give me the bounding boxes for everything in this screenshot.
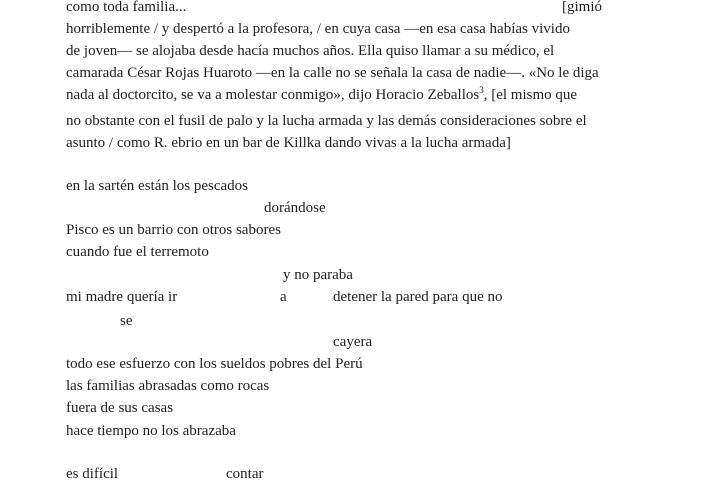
prose-line: como toda familia...	[66, 0, 187, 15]
poem-line: es difícil	[66, 466, 119, 482]
poem-line: a	[280, 289, 287, 305]
poem-line: contar	[226, 466, 264, 482]
poem-line: fuera de sus casas	[66, 400, 174, 416]
poem-line: hace tiempo no los abrazaba	[66, 423, 236, 439]
poem-line: todo ese esfuerzo con los sueldos pobres del Perú	[66, 356, 363, 372]
footnote-marker: 3	[479, 85, 484, 95]
poem-line: Pisco es un barrio con otros sabores	[66, 222, 281, 238]
poem-line: en la sartén están los pescados	[66, 178, 249, 194]
prose-line: asunto / como R. ebrio en un bar de Killka dando vivas a la lucha armada]	[66, 135, 511, 151]
poem-line: cuando fue el terremoto	[66, 244, 209, 260]
poem-line: dorándose	[264, 200, 326, 216]
poem-line: y no paraba	[283, 267, 353, 283]
poem-line: se	[120, 313, 133, 329]
prose-line: camarada César Rojas Huaroto —en la calle no se señala la casa de nadie—. «No le diga	[66, 65, 599, 81]
prose-line: horriblemente / y despertó a la profesora, / en cuya casa —en esa casa habías vivido	[66, 21, 570, 37]
poem-line: las familias abrasadas como rocas	[66, 378, 270, 394]
prose-text: , [el mismo que	[483, 87, 578, 103]
prose-text: nada al doctorcito, se va a molestar conmigo», dijo Horacio Zeballos	[66, 87, 480, 103]
poem-line: detener la pared para que no	[333, 289, 503, 305]
prose-line	[66, 86, 577, 104]
prose-line: [gimió	[562, 0, 602, 15]
prose-line: de joven— se alojaba desde hacía muchos años. Ella quiso llamar a su médico, el	[66, 43, 555, 59]
poem-line: cayera	[333, 334, 373, 350]
prose-line: no obstante con el fusil de palo y la lucha armada y las demás consideraciones sobre el	[66, 113, 587, 129]
poem-line: mi madre quería ir	[66, 289, 178, 305]
